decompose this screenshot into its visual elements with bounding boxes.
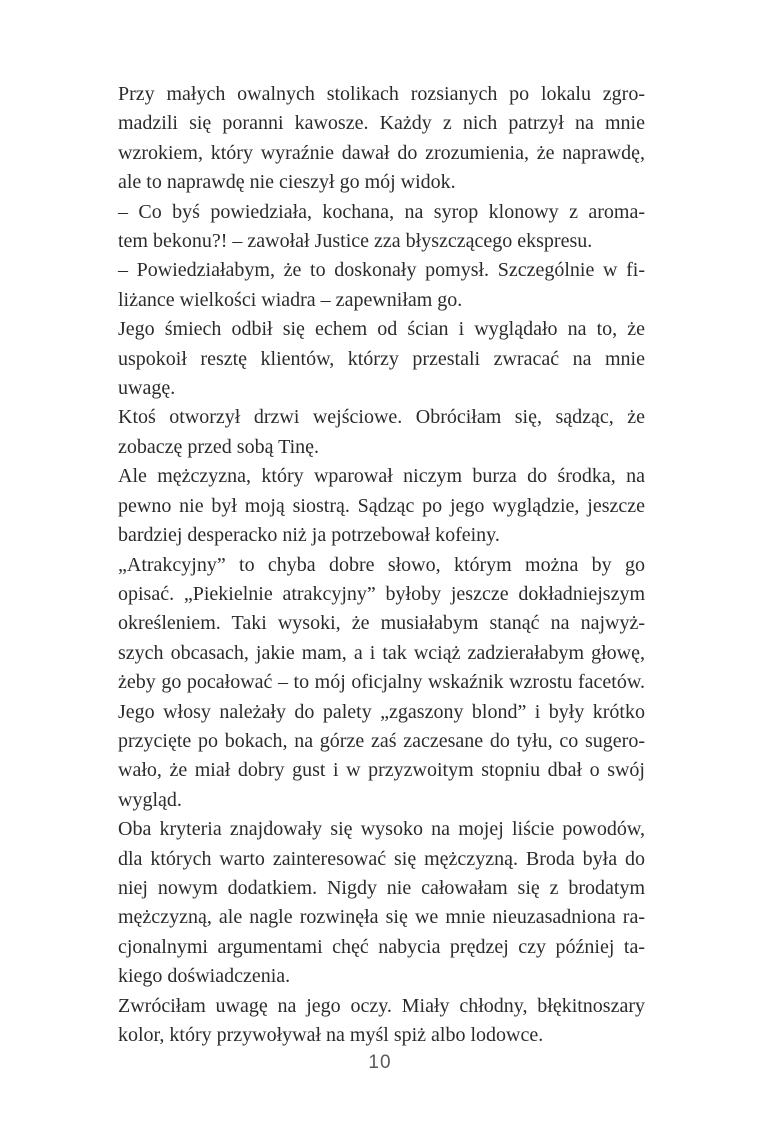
body-text — [118, 80, 645, 1050]
text-line: liżance wielkości wiadra – zapewniłam go. — [118, 288, 463, 311]
text-line: cjonalnymi argumentami chęć nabycia prędzej czy później ta- — [118, 935, 645, 958]
text-line: zobaczę przed sobą Tinę. — [118, 435, 320, 458]
text-line: określeniem. Taki wysoki, że musiałabym stanąć na najwyż- — [118, 612, 645, 635]
paragraph — [118, 551, 645, 816]
paragraph — [118, 403, 645, 462]
text-line: wygląd. — [118, 788, 182, 811]
text-line: szych obcasach, jakie mam, a i tak wciąż zadzierałabym głowę, — [118, 641, 645, 664]
paragraph — [118, 80, 645, 198]
paragraph — [118, 315, 645, 403]
text-line: Ale mężczyzna, który wparował niczym burza do środka, na — [118, 465, 645, 488]
text-line: mężczyzną, ale nagle rozwinęła się we mnie nieuzasadniona ra- — [118, 906, 645, 929]
text-line: wzrokiem, który wyraźnie dawał do zrozumienia, że naprawdę, — [118, 141, 645, 164]
text-line: tem bekonu?! – zawołał Justice zza błyszczącego ekspresu. — [118, 230, 593, 253]
text-line: Oba kryteria znajdowały się wysoko na mojej liście powodów, — [118, 818, 645, 841]
text-line: – Co byś powiedziała, kochana, na syrop klonowy z aroma- — [118, 200, 645, 223]
text-line: Ktoś otworzył drzwi wejściowe. Obróciłam się, sądząc, że — [118, 406, 645, 429]
text-line: pewno nie był moją siostrą. Sądząc po jego wyglądzie, jeszcze — [118, 494, 645, 517]
text-line: Zwróciłam uwagę na jego oczy. Miały chłodny, błękitnoszary — [118, 994, 645, 1017]
text-line: żeby go pocałować – to mój oficjalny wskaźnik wzrostu facetów. — [118, 671, 645, 694]
paragraph — [118, 256, 645, 315]
text-line: przycięte po bokach, na górze zaś zaczesane do tyłu, co sugero- — [118, 729, 645, 752]
paragraph — [118, 462, 645, 550]
text-line: „Atrakcyjny” to chyba dobre słowo, którym można by go — [118, 553, 645, 576]
text-line: madzili się poranni kawosze. Każdy z nich patrzył na mnie — [118, 112, 645, 135]
text-line: kolor, który przywoływał na myśl spiż albo lodowce. — [118, 1024, 544, 1046]
paragraph — [118, 198, 645, 257]
text-line: opisać. „Piekielnie atrakcyjny” byłoby jeszcze dokładniejszym — [118, 582, 645, 605]
page-number: 10 — [368, 1052, 392, 1073]
text-line: Przy małych owalnych stolikach rozsianych po lokalu zgro- — [118, 83, 645, 105]
text-line: – Powiedziałabym, że to doskonały pomysł. Szczególnie w fi- — [118, 259, 645, 282]
paragraph — [118, 815, 645, 991]
text-line: kiego doświadczenia. — [118, 965, 291, 988]
text-line: wało, że miał dobry gust i w przyzwoitym stopniu dbał o swój — [118, 759, 645, 782]
text-line: Jego włosy należały do palety „zgaszony blond” i były krótko — [118, 700, 645, 723]
text-line: uspokoił resztę klientów, którzy przestali zwracać na mnie — [118, 347, 645, 370]
text-line: ale to naprawdę nie cieszył go mój widok. — [118, 171, 456, 194]
paragraph — [118, 992, 645, 1051]
text-line: dla których warto zainteresować się mężczyzną. Broda była do — [118, 847, 645, 870]
text-line: niej nowym dodatkiem. Nigdy nie całowałam się z brodatym — [118, 876, 645, 899]
text-line: uwagę. — [118, 377, 176, 400]
text-line: Jego śmiech odbił się echem od ścian i wyglądało na to, że — [118, 318, 645, 341]
text-line: bardziej desperacko niż ja potrzebował kofeiny. — [118, 524, 500, 547]
